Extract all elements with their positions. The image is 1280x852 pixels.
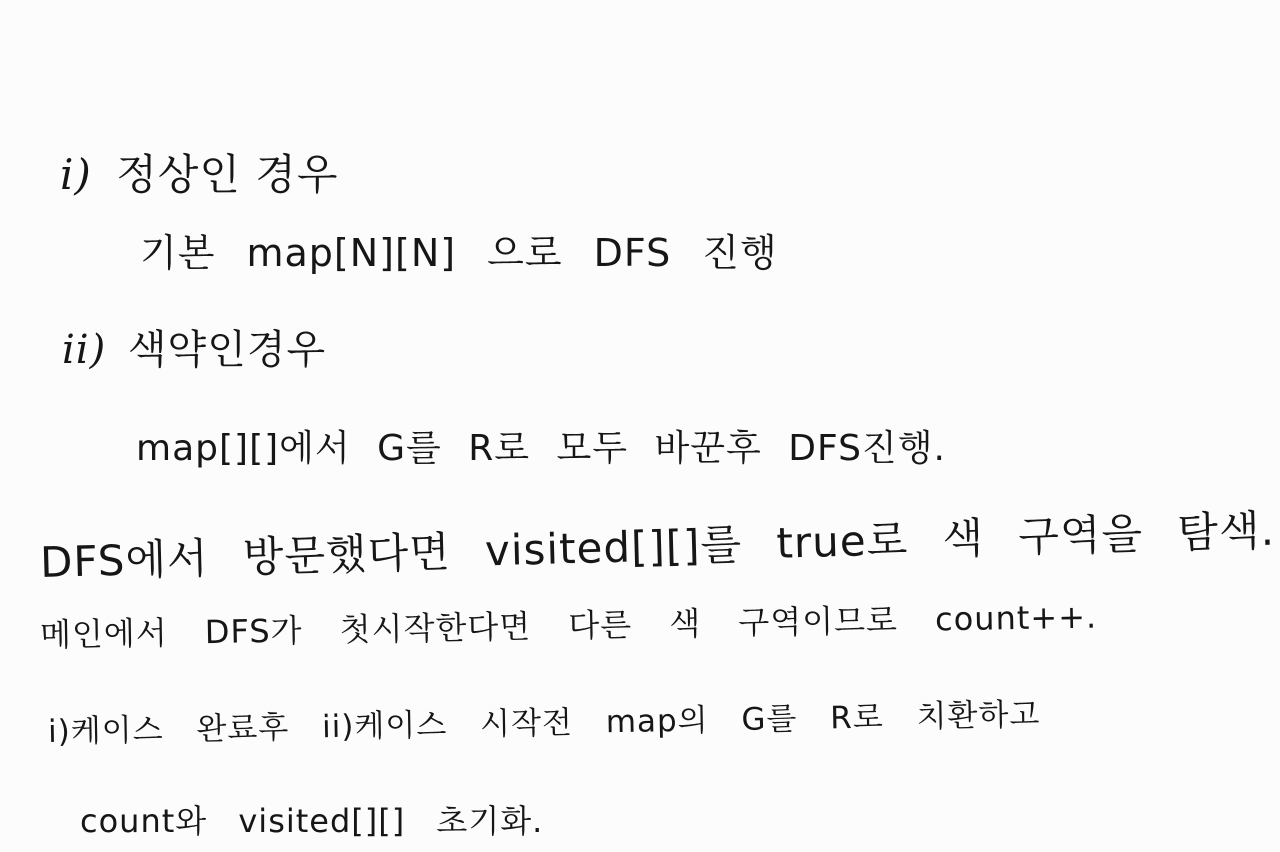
- reset-step-line-2: count와 visited[][] 초기화.: [80, 802, 544, 840]
- case2-heading: [62, 318, 326, 375]
- case1-heading: [60, 142, 338, 202]
- main-count-line: 메인에서 DFS가 첫시작한다면 다른 색 구역이므로 count++.: [39, 597, 1098, 654]
- dfs-visited-line: DFS에서 방문했다면 visited[][]를 true로 색 구역을 탐색.: [39, 505, 1276, 587]
- reset-step-line-1: i)케이스 완료후 ii)케이스 시작전 map의 G를 R로 치환하고: [47, 696, 1041, 750]
- case2-detail: map[][]에서 G를 R로 모두 바꾼후 DFS진행.: [136, 428, 946, 469]
- case2-marker: ii): [62, 327, 107, 373]
- case2-heading-text: 색약인경우: [127, 327, 327, 373]
- case1-heading-text: 정상인 경우: [116, 150, 339, 199]
- case1-detail: 기본 map[N][N] 으로 DFS 진행: [140, 231, 778, 275]
- case1-marker: i): [60, 150, 92, 199]
